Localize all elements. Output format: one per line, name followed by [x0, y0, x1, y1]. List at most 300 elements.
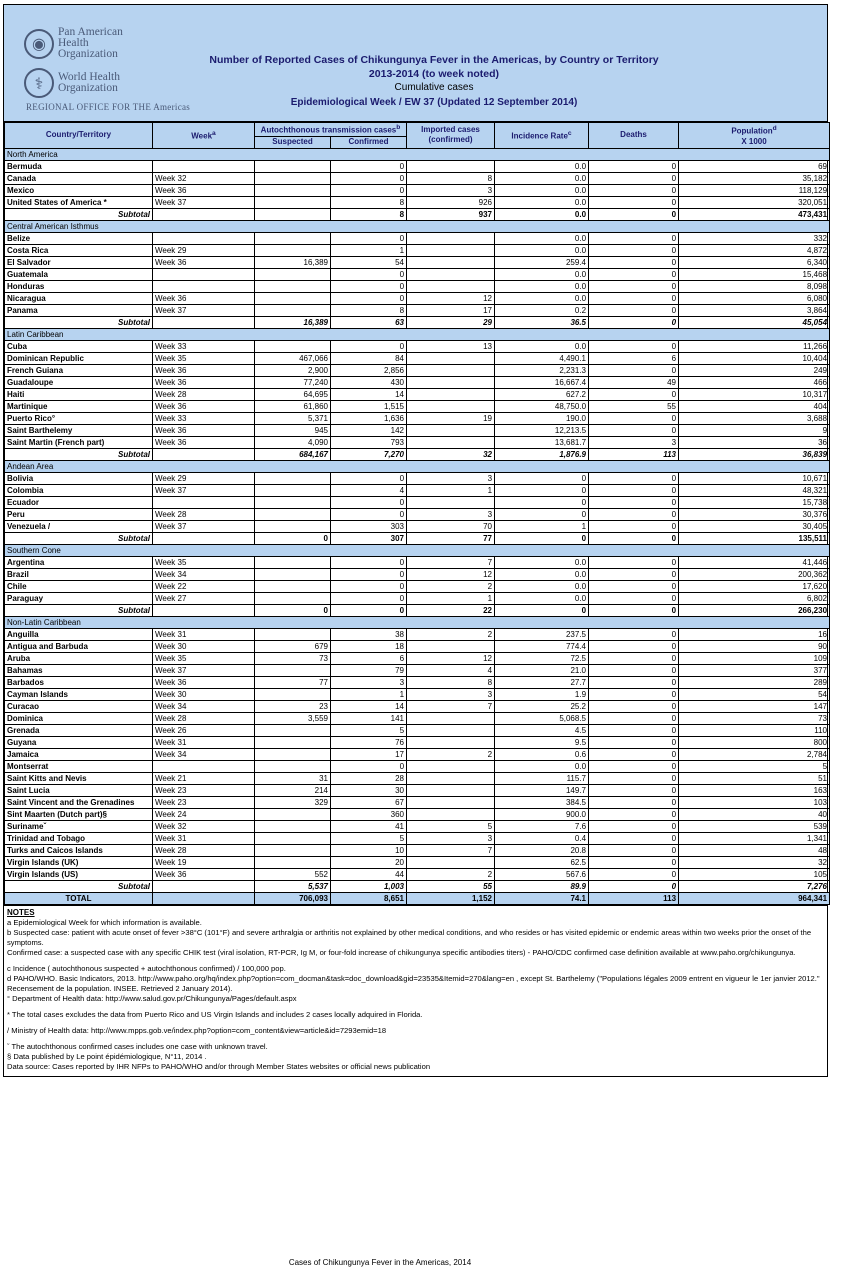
table-row-cell: 2,784	[679, 748, 830, 760]
table-row-cell: 149.7	[495, 784, 589, 796]
table-row-cell: 259.4	[495, 256, 589, 268]
subtotal-row-cell: 29	[407, 316, 495, 328]
table-row-cell: Aruba	[5, 652, 153, 664]
col-confirmed: Confirmed	[331, 136, 407, 148]
table-row-cell: 567.6	[495, 868, 589, 880]
table-row-cell: Cuba	[5, 340, 153, 352]
table-row	[5, 760, 830, 772]
table-row	[5, 784, 830, 796]
table-row-cell: Week 35	[153, 652, 255, 664]
col-deaths: Deaths	[589, 123, 679, 149]
table-row-cell: 0	[589, 820, 679, 832]
table-row-cell: 62.5	[495, 856, 589, 868]
table-row-cell: Week 37	[153, 196, 255, 208]
table-row-cell: 9.5	[495, 736, 589, 748]
table-row-cell: Week 36	[153, 676, 255, 688]
table-row-cell: 0	[589, 256, 679, 268]
subtotal-row-cell: 32	[407, 448, 495, 460]
table-row	[5, 304, 830, 316]
table-row-cell	[255, 268, 331, 280]
table-row-cell: 0	[589, 628, 679, 640]
table-row-cell: 0.0	[495, 196, 589, 208]
note-line: ° Department of Health data: http://www.salud.gov.pr/Chikungunya/Pages/default.aspx	[7, 993, 297, 1003]
table-row-cell: 5,371	[255, 412, 331, 424]
table-row-cell: 19	[407, 412, 495, 424]
table-row-cell	[407, 856, 495, 868]
subtotal-row-cell: Subtotal	[5, 448, 153, 460]
table-row-cell: 38	[331, 628, 407, 640]
table-row-cell: Week 34	[153, 748, 255, 760]
table-row-cell: 5	[679, 760, 830, 772]
table-row	[5, 436, 830, 448]
subtotal-row-cell: 5,537	[255, 880, 331, 892]
table-row-cell: 0	[589, 520, 679, 532]
table-row-cell: 0	[495, 472, 589, 484]
table-row-cell: 0	[589, 676, 679, 688]
table-row	[5, 292, 830, 304]
table-row-cell: 8	[407, 676, 495, 688]
table-row-cell: 4	[331, 484, 407, 496]
table-row-cell	[153, 232, 255, 244]
table-row-cell: 40	[679, 808, 830, 820]
table-row-cell: 16,667.4	[495, 376, 589, 388]
col-population: Population$^d$ X 1000	[679, 123, 830, 149]
table-row-cell	[255, 736, 331, 748]
table-row-cell: 0	[589, 856, 679, 868]
table-row-cell: 0	[331, 184, 407, 196]
table-row-cell: 32	[679, 856, 830, 868]
table-row	[5, 496, 830, 508]
table-row-cell: 0	[495, 496, 589, 508]
region-name: Central American Isthmus	[5, 220, 830, 232]
table-row-cell: 0	[589, 736, 679, 748]
table-row-cell: Week 30	[153, 688, 255, 700]
subtotal-row-cell: 45,054	[679, 316, 830, 328]
table-row-cell: 7	[407, 700, 495, 712]
table-row-cell: Chile	[5, 580, 153, 592]
table-row-cell: 0	[589, 784, 679, 796]
table-row-cell: 190.0	[495, 412, 589, 424]
subtotal-row-cell: 135,511	[679, 532, 830, 544]
total-row-cell: 74.1	[495, 892, 589, 904]
table-row-cell: 3	[407, 832, 495, 844]
table-row	[5, 724, 830, 736]
table-row-cell	[407, 640, 495, 652]
table-row-cell: 0	[589, 796, 679, 808]
table-row-cell: Guatemala	[5, 268, 153, 280]
table-row-cell: 0	[589, 508, 679, 520]
table-row-cell: Week 36	[153, 184, 255, 196]
table-row-cell: 0	[589, 700, 679, 712]
table-row-cell: Week 36	[153, 376, 255, 388]
table-row-cell: 8	[407, 172, 495, 184]
table-row-cell: 49	[589, 376, 679, 388]
table-row-cell: 0	[589, 412, 679, 424]
table-row	[5, 232, 830, 244]
table-row-cell: 0	[589, 268, 679, 280]
table-row-cell: 0	[331, 268, 407, 280]
table-row-cell: 0	[589, 280, 679, 292]
table-row-cell: Week 35	[153, 352, 255, 364]
table-row-cell: Week 32	[153, 820, 255, 832]
table-row-cell: 3,864	[679, 304, 830, 316]
region-name: Southern Cone	[5, 544, 830, 556]
table-row-cell: 1.9	[495, 688, 589, 700]
table-row	[5, 652, 830, 664]
table-row-cell: 20.8	[495, 844, 589, 856]
table-row-cell: 35,182	[679, 172, 830, 184]
table-row	[5, 376, 830, 388]
table-row-cell: Honduras	[5, 280, 153, 292]
table-row-cell: Week 33	[153, 412, 255, 424]
table-row-cell: 2	[407, 580, 495, 592]
subtotal-row-cell: 7,270	[331, 448, 407, 460]
table-row-cell	[255, 292, 331, 304]
table-row	[5, 280, 830, 292]
total-row-cell: TOTAL	[5, 892, 153, 904]
table-row-cell: 0	[589, 196, 679, 208]
table-row-cell: Week 22	[153, 580, 255, 592]
total-row-cell	[153, 892, 255, 904]
report-subtitle: Cumulative cases	[394, 82, 474, 93]
table-row-cell	[255, 820, 331, 832]
table-row-cell: 0	[589, 160, 679, 172]
col-imported: Imported cases (confirmed)	[407, 123, 495, 149]
table-row-cell: 17,620	[679, 580, 830, 592]
subtotal-row-cell: 684,167	[255, 448, 331, 460]
table-row-cell: 77	[255, 676, 331, 688]
table-row-cell: 6,080	[679, 292, 830, 304]
table-row-cell	[407, 772, 495, 784]
subtotal-row-cell: 16,389	[255, 316, 331, 328]
table-row-cell: Week 34	[153, 568, 255, 580]
cases-table	[4, 122, 830, 905]
table-row-cell: 12,213.5	[495, 424, 589, 436]
table-row-cell: 8	[331, 304, 407, 316]
table-row	[5, 196, 830, 208]
subtotal-row	[5, 316, 830, 328]
subtotal-row-cell: Subtotal	[5, 532, 153, 544]
table-row-cell: Paraguay	[5, 592, 153, 604]
table-row	[5, 184, 830, 196]
table-row-cell: 12	[407, 652, 495, 664]
table-row-cell: 0.2	[495, 304, 589, 316]
subtotal-row-cell: 63	[331, 316, 407, 328]
table-row-cell: 0.0	[495, 268, 589, 280]
table-row-cell	[407, 352, 495, 364]
subtotal-row-cell: 473,431	[679, 208, 830, 220]
table-row-cell: 0.0	[495, 568, 589, 580]
table-row-cell	[255, 472, 331, 484]
who-emblem-icon: ⚕	[24, 68, 54, 98]
table-row-cell: Brazil	[5, 568, 153, 580]
table-row-cell: 0	[589, 172, 679, 184]
table-row-cell: 0	[589, 580, 679, 592]
table-row-cell: 54	[331, 256, 407, 268]
table-row-cell: 0	[331, 580, 407, 592]
table-row-cell: 30	[331, 784, 407, 796]
note-line: § Data published by Le point épidémiologique, N°11, 2014 .	[7, 1051, 207, 1061]
table-row-cell	[407, 388, 495, 400]
report-title: Number of Reported Cases of Chikungunya Fever in the Americas, by Country or Territory	[209, 54, 659, 66]
table-row-cell	[255, 628, 331, 640]
table-row-cell: 3	[407, 688, 495, 700]
table-row-cell: 2	[407, 868, 495, 880]
table-row-cell: 16,389	[255, 256, 331, 268]
table-row-cell: Anguilla	[5, 628, 153, 640]
subtotal-row-cell: 89.9	[495, 880, 589, 892]
table-row-cell: Mexico	[5, 184, 153, 196]
table-row-cell: 48	[679, 844, 830, 856]
table-row-cell: 627.2	[495, 388, 589, 400]
table-row-cell: 0	[589, 496, 679, 508]
table-row-cell	[153, 160, 255, 172]
table-row-cell: Montserrat	[5, 760, 153, 772]
table-row	[5, 640, 830, 652]
col-autochthonous: Autochthonous transmission cases$^b$	[255, 123, 407, 137]
table-row-cell: 0	[331, 760, 407, 772]
table-row	[5, 676, 830, 688]
table-row-cell: Week 36	[153, 256, 255, 268]
table-row-cell: Week 36	[153, 292, 255, 304]
notes-heading: NOTES	[7, 907, 35, 917]
table-row-cell: 10	[331, 844, 407, 856]
table-row-cell: 0	[589, 844, 679, 856]
table-row-cell	[255, 304, 331, 316]
table-row-cell: 0.0	[495, 232, 589, 244]
subtotal-row-cell: 0.0	[495, 208, 589, 220]
table-row-cell: 0	[589, 244, 679, 256]
table-row-cell	[407, 160, 495, 172]
table-row-cell	[407, 784, 495, 796]
table-row-cell: Week 33	[153, 340, 255, 352]
table-row-cell: 3	[589, 436, 679, 448]
table-row-cell: 249	[679, 364, 830, 376]
subtotal-row-cell: 0	[495, 604, 589, 616]
table-row-cell: 200,362	[679, 568, 830, 580]
table-row-cell: 0	[331, 472, 407, 484]
table-row-cell: 237.5	[495, 628, 589, 640]
total-row	[5, 892, 830, 904]
table-row-cell: Week 37	[153, 520, 255, 532]
table-row	[5, 352, 830, 364]
table-row-cell: 332	[679, 232, 830, 244]
report-week: Epidemiological Week / EW 37 (Updated 12 September 2014)	[290, 97, 578, 108]
table-row-cell	[407, 436, 495, 448]
table-row-cell	[255, 184, 331, 196]
table-row-cell: 0	[589, 772, 679, 784]
region-name: Latin Caribbean	[5, 328, 830, 340]
table-row-cell: 12	[407, 568, 495, 580]
table-row-cell	[255, 688, 331, 700]
table-row-cell: 7.6	[495, 820, 589, 832]
table-row-cell: Week 28	[153, 712, 255, 724]
table-row-cell: 0	[589, 292, 679, 304]
table-row-cell: 27.7	[495, 676, 589, 688]
col-country: Country/Territory	[5, 123, 153, 149]
table-row-cell: 0.0	[495, 592, 589, 604]
table-row-cell: 0.0	[495, 244, 589, 256]
note-line: Data source: Cases reported by IHR NFPs to PAHO/WHO and/or through Member States websites or official news publication	[7, 1061, 431, 1071]
table-row-cell: Dominica	[5, 712, 153, 724]
table-row-cell: 2	[407, 628, 495, 640]
table-row-cell: 10,671	[679, 472, 830, 484]
subtotal-row-cell	[255, 208, 331, 220]
table-row-cell: Colombia	[5, 484, 153, 496]
table-row-cell: 0	[589, 388, 679, 400]
subtotal-row-cell: Subtotal	[5, 208, 153, 220]
subtotal-row	[5, 604, 830, 616]
table-row-cell: Week 26	[153, 724, 255, 736]
table-row-cell: 2,856	[331, 364, 407, 376]
table-row-cell: 0	[331, 496, 407, 508]
report-period: 2013-2014 (to week noted)	[368, 68, 500, 80]
table-row-cell: 55	[589, 400, 679, 412]
table-row-cell: Week 35	[153, 556, 255, 568]
table-row	[5, 700, 830, 712]
table-row-cell: 1	[495, 520, 589, 532]
subtotal-row-cell: 266,230	[679, 604, 830, 616]
table-row-cell: 48,321	[679, 484, 830, 496]
table-row-cell: 18	[331, 640, 407, 652]
table-row-cell: 54	[679, 688, 830, 700]
table-row-cell: 774.4	[495, 640, 589, 652]
table-row	[5, 424, 830, 436]
note-line: a Epidemiological Week for which information is available.	[7, 917, 202, 927]
table-row	[5, 568, 830, 580]
table-row-cell: Martinique	[5, 400, 153, 412]
table-row-cell: 2,900	[255, 364, 331, 376]
table-row-cell: 0	[589, 556, 679, 568]
table-row-cell	[255, 844, 331, 856]
table-row-cell	[255, 592, 331, 604]
table-row-cell: 0	[589, 664, 679, 676]
table-row-cell: 900.0	[495, 808, 589, 820]
table-row-cell: 0	[589, 184, 679, 196]
table-row-cell: 0	[331, 592, 407, 604]
table-row-cell: 6,340	[679, 256, 830, 268]
table-row	[5, 832, 830, 844]
table-row-cell	[407, 712, 495, 724]
table-row-cell	[255, 520, 331, 532]
table-row-cell: 147	[679, 700, 830, 712]
table-row-cell	[255, 580, 331, 592]
table-row-cell: Peru	[5, 508, 153, 520]
table-row-cell: 800	[679, 736, 830, 748]
table-row-cell: 14	[331, 388, 407, 400]
table-row-cell: 79	[331, 664, 407, 676]
table-row-cell: 25.2	[495, 700, 589, 712]
table-row-cell: 3	[331, 676, 407, 688]
table-row-cell: 48,750.0	[495, 400, 589, 412]
table-row-cell	[407, 400, 495, 412]
table-row-cell	[255, 568, 331, 580]
subtotal-row-cell: Subtotal	[5, 316, 153, 328]
table-row-cell: 4,872	[679, 244, 830, 256]
table-row-cell: 67	[331, 796, 407, 808]
table-row-cell: 163	[679, 784, 830, 796]
table-row-cell: Dominican Republic	[5, 352, 153, 364]
table-row-cell: 0	[589, 340, 679, 352]
table-row-cell	[407, 796, 495, 808]
table-row-cell: 6,802	[679, 592, 830, 604]
table-row-cell	[255, 496, 331, 508]
table-row-cell: 90	[679, 640, 830, 652]
table-row-cell: 8,098	[679, 280, 830, 292]
table-row-cell: Week 23	[153, 784, 255, 796]
table-row-cell	[407, 232, 495, 244]
table-row-cell: 15,468	[679, 268, 830, 280]
table-row-cell	[255, 748, 331, 760]
table-row	[5, 400, 830, 412]
subtotal-row-cell: 0	[589, 208, 679, 220]
table-row-cell: Week 36	[153, 868, 255, 880]
table-row-cell: Week 34	[153, 700, 255, 712]
table-row-cell: 5,068.5	[495, 712, 589, 724]
table-row-cell: 73	[679, 712, 830, 724]
table-row-cell: 0.0	[495, 340, 589, 352]
total-row-cell: 8,651	[331, 892, 407, 904]
table-row	[5, 364, 830, 376]
table-row-cell: Week 36	[153, 364, 255, 376]
table-row-cell: 0.4	[495, 832, 589, 844]
table-row-cell: 0	[589, 688, 679, 700]
subtotal-row-cell: 8	[331, 208, 407, 220]
region-header	[5, 148, 830, 160]
table-row-cell: Saint Barthelemy	[5, 424, 153, 436]
table-row-cell: 2	[407, 748, 495, 760]
note-line: Confirmed case: a suspected case with any specific CHIK test (viral isolation, RT-PCR, Ig M, or four-fold increase of chikungunya specific antibodies titers) - PAHO/CDC confirmed case definition available at www.paho.org/chikungunya.	[7, 947, 796, 957]
table-row-cell: 0	[331, 280, 407, 292]
table-row-cell: 0	[589, 364, 679, 376]
table-row-cell: Nicaragua	[5, 292, 153, 304]
region-header	[5, 220, 830, 232]
table-row-cell: 6	[589, 352, 679, 364]
table-row-cell: 7	[407, 844, 495, 856]
table-row-cell	[153, 760, 255, 772]
americas-label: REGIONAL OFFICE FOR THE Americas	[26, 102, 191, 112]
table-row-cell: 0.0	[495, 580, 589, 592]
table-row-cell: 926	[407, 196, 495, 208]
table-row	[5, 796, 830, 808]
table-row-cell: 15,738	[679, 496, 830, 508]
subtotal-row	[5, 532, 830, 544]
table-row-cell	[255, 280, 331, 292]
table-row-cell: 0	[589, 424, 679, 436]
table-row-cell: 0.6	[495, 748, 589, 760]
table-row-cell: Week 21	[153, 772, 255, 784]
table-row-cell: Bolivia	[5, 472, 153, 484]
table-row-cell: 17	[331, 748, 407, 760]
table-row	[5, 520, 830, 532]
table-row-cell: 0	[331, 508, 407, 520]
table-row-cell	[255, 172, 331, 184]
page-footer: Cases of Chikungunya Fever in the Americas, 2014	[288, 1258, 472, 1267]
table-row-cell	[407, 496, 495, 508]
who-name: World Health Organization	[58, 71, 120, 94]
table-row-cell: 214	[255, 784, 331, 796]
table-row-cell: 11,266	[679, 340, 830, 352]
table-row-cell: 384.5	[495, 796, 589, 808]
table-row-cell	[407, 808, 495, 820]
table-row-cell	[255, 856, 331, 868]
table-row-cell	[255, 196, 331, 208]
table-row	[5, 340, 830, 352]
table-row	[5, 580, 830, 592]
table-row-cell: 69	[679, 160, 830, 172]
table-row-cell: Week 31	[153, 628, 255, 640]
table-row-cell: 303	[331, 520, 407, 532]
